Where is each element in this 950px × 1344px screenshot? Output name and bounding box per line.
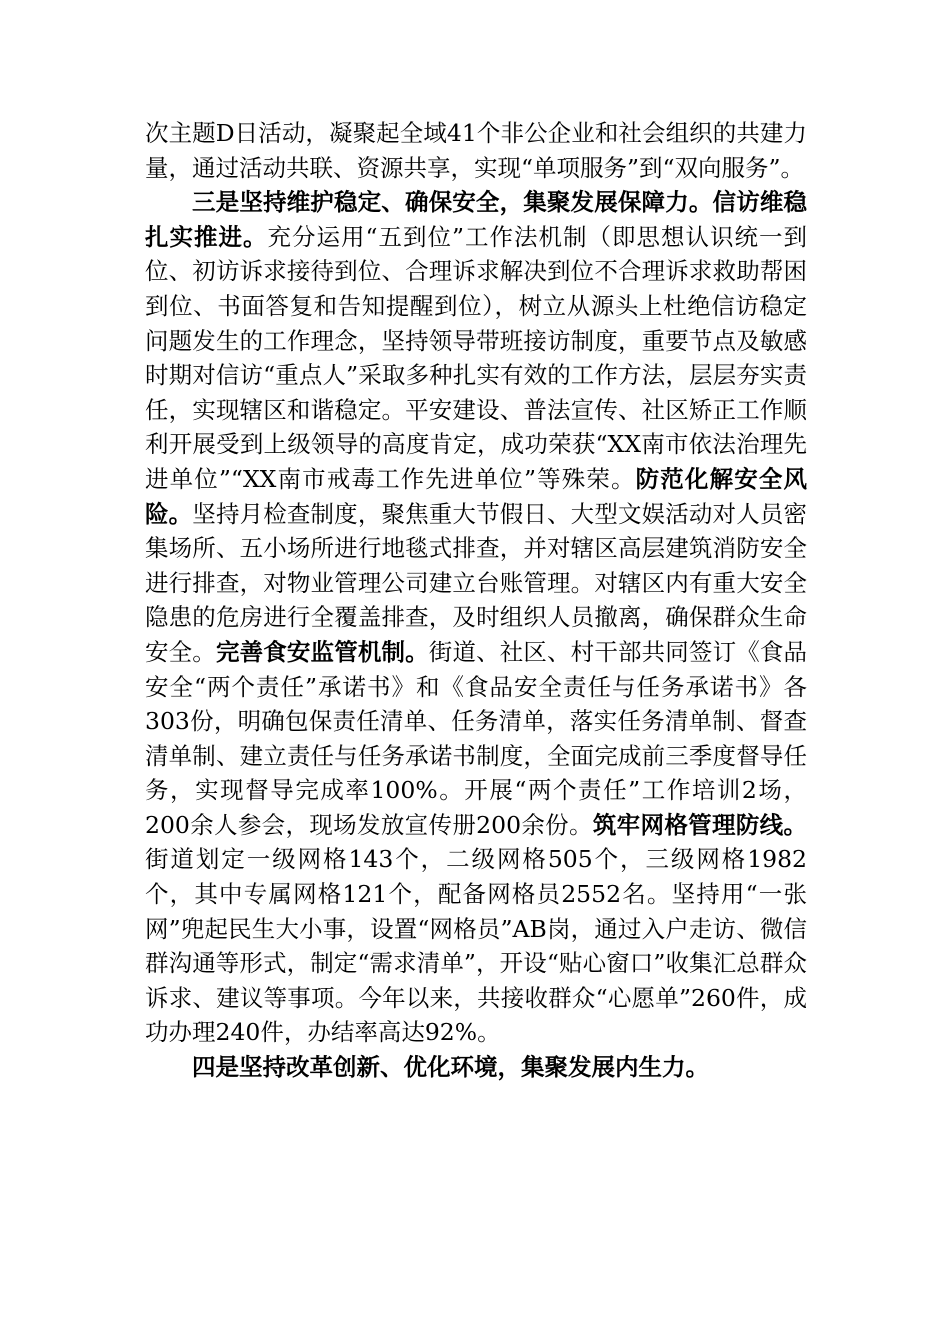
- subsection-title-food-safety: 完善食安监管机制。: [215, 637, 429, 666]
- document-page: [145, 116, 807, 1085]
- subsection-text-grid-management: 街道划定一级网格143个，二级网格505个，三级网格1982个，其中专属网格121个，配备网格员2552名。坚持用“一张网”兜起民生大小事，设置“网格员”AB岗，通过入户走访、微信群沟通等形式，制定“需求清单”，开设“贴心窗口”收集汇总群众诉求、建议等事项。今年以来，共接收群众“心愿单”260件，成功办理240件，办结率高达92%。: [145, 845, 807, 1047]
- subsection-text-petition: 充分运用“五到位”工作法机制（即思想认识统一到位、初访诉求接待到位、合理诉求解决到位不合理诉求救助帮困到位、书面答复和告知提醒到位），树立从源头上杜绝信访稳定问题发生的工作理念，坚持领导带班接访制度，重要节点及敏感时期对信访“重点人”采取多种扎实有效的工作方法，层层夯实责任，实现辖区和谐稳定。平安建设、普法宣传、社区矫正工作顺利开展受到上级领导的高度肯定，成功荣获“XX南市依法治理先进单位”“XX南市戒毒工作先进单位”等殊荣。: [145, 222, 808, 493]
- paragraph-section-four: [145, 1050, 807, 1085]
- section-heading-four: 四是坚持改革创新、优化环境，集聚发展内生力。: [192, 1053, 709, 1082]
- subsection-title-safety-risk: 防范化解安全风险。: [145, 464, 807, 528]
- subsection-text-safety-risk: 坚持月检查制度，聚焦重大节假日、大型文娱活动对人员密集场所、五小场所进行地毯式排查，并对辖区高层建筑消防安全进行排查，对物业管理公司建立台账管理。对辖区内有重大安全隐患的危房进行全覆盖排查，及时组织人员撤离，确保群众生命安全。: [145, 499, 807, 666]
- subsection-title-petition: 信访维稳扎实推进。: [145, 188, 808, 251]
- paragraph-continuation: 次主题D日活动，凝聚起全域41个非公企业和社会组织的共建力量，通过活动共联、资源共享，实现“单项服务”到“双向服务”。: [145, 119, 807, 182]
- subsection-text-food-safety: 街道、社区、村干部共同签订《食品安全“两个责任”承诺书》和《食品安全责任与任务承诺书》各303份，明确包保责任清单、任务清单，落实任务清单制、督查清单制、建立责任与任务承诺书制度，全面完成前三季度督导任务，实现督导完成率100%。开展“两个责任”工作培训2场，200余人参会，现场发放宣传册200余份。: [145, 637, 808, 839]
- subsection-title-grid-management: 筑牢网格管理防线。: [592, 810, 807, 839]
- paragraph-section-three: [145, 185, 807, 1050]
- section-heading-three: 三是坚持维护稳定、确保安全，集聚发展保障力。: [192, 188, 713, 217]
